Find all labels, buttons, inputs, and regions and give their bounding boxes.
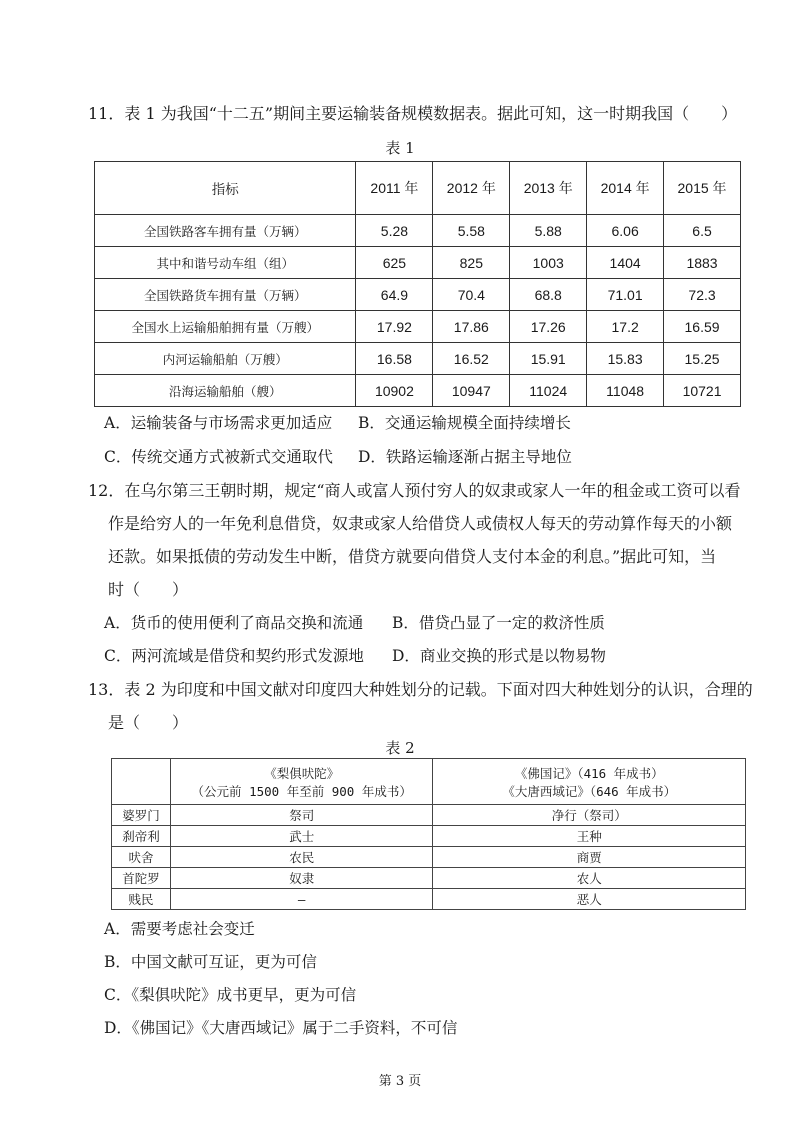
cell-value: 16.58 [356,343,433,375]
table1-header-year: 2013 年 [510,162,587,215]
table1 [94,161,741,407]
table-row [112,826,746,847]
caste-name: 贱民 [112,889,171,910]
table-row [95,247,741,279]
rigveda-entry: 祭司 [170,805,433,826]
row-label: 全国铁路客车拥有量（万辆） [95,215,356,247]
cell-value: 70.4 [433,279,510,311]
q13-option-d: D．《佛国记》《大唐西域记》属于二手资料，不可信 [104,1019,458,1037]
table1-header-indicator: 指标 [95,162,356,215]
q13-option-b: B．中国文献可互证，更为可信 [104,953,317,971]
table-row [95,311,741,343]
cell-value: 1003 [510,247,587,279]
q12-stem-line4: 时（ ） [108,580,189,599]
row-label: 沿海运输船舶（艘） [95,375,356,407]
cell-value: 15.83 [587,343,664,375]
table2-header-rigveda [170,759,433,805]
table2-header-row [112,759,746,805]
caste-name: 刹帝利 [112,826,171,847]
q13-stem-line2: 是（ ） [108,713,189,732]
chinese-entry: 恶人 [433,889,746,910]
table2-caption: 表 2 [385,739,415,757]
q11-option-c: C．传统交通方式被新式交通取代 [104,448,333,466]
table1-header-year: 2015 年 [664,162,741,215]
rigveda-entry: 农民 [170,847,433,868]
cell-value: 10902 [356,375,433,407]
cell-value: 11048 [587,375,664,407]
table-row [112,805,746,826]
q13-stem-line1: 13．表 2 为印度和中国文献对印度四大种姓划分的记载。下面对四大种姓划分的认识，合理的 [88,680,753,699]
cell-value: 15.91 [510,343,587,375]
q12-option-c: C．两河流域是借贷和契约形式发源地 [104,647,364,665]
table-row [112,847,746,868]
q12-stem-line2: 作是给穷人的一年免利息借贷，奴隶或家人给借贷人或债权人每天的劳动算作每天的小额 [108,514,733,533]
cell-value: 15.25 [664,343,741,375]
table-row [112,889,746,910]
cell-value: 16.59 [664,311,741,343]
cell-value: 10721 [664,375,741,407]
table-row [112,868,746,889]
table-row [95,375,741,407]
cell-value: 17.86 [433,311,510,343]
cell-value: 5.58 [433,215,510,247]
q12-option-d: D．商业交换的形式是以物易物 [392,647,606,665]
cell-value: 825 [433,247,510,279]
cell-value: 625 [356,247,433,279]
cell-value: 6.06 [587,215,664,247]
cell-value: 17.2 [587,311,664,343]
rigveda-entry: 奴隶 [170,868,433,889]
chinese-entry: 商贾 [433,847,746,868]
table2-header-empty [112,759,171,805]
caste-name: 首陀罗 [112,868,171,889]
q12-stem-line1: 12．在乌尔第三王朝时期，规定“商人或富人预付穷人的奴隶或家人一年的租金或工资可以看 [88,481,741,500]
cell-value: 72.3 [664,279,741,311]
row-label: 全国铁路货车拥有量（万辆） [95,279,356,311]
cell-value: 16.52 [433,343,510,375]
cell-value: 68.8 [510,279,587,311]
table1-header-row [95,162,741,215]
table-row [95,279,741,311]
foguoji-title: 《佛国记》（416 年成书） [514,765,664,781]
table1-header-year: 2011 年 [356,162,433,215]
q12-option-b: B．借贷凸显了一定的救济性质 [392,614,605,632]
table1-header-year: 2012 年 [433,162,510,215]
q11-option-d: D．铁路运输逐渐占据主导地位 [358,448,572,466]
caste-name: 吠舍 [112,847,171,868]
cell-value: 1404 [587,247,664,279]
caste-name: 婆罗门 [112,805,171,826]
cell-value: 5.28 [356,215,433,247]
row-label: 全国水上运输船舶拥有量（万艘） [95,311,356,343]
cell-value: 71.01 [587,279,664,311]
q12-stem-line3: 还款。如果抵债的劳动发生中断，借贷方就要向借贷人支付本金的利息。”据此可知，当 [108,547,717,566]
q11-stem: 11．表 1 为我国“十二五”期间主要运输装备规模数据表。据此可知，这一时期我国（ ） [88,104,738,123]
cell-value: 6.5 [664,215,741,247]
chinese-entry: 王种 [433,826,746,847]
rigveda-subtitle: （公元前 1500 年至前 900 年成书） [191,783,412,799]
q13-option-a: A．需要考虑社会变迁 [104,920,255,938]
cell-value: 5.88 [510,215,587,247]
table-row [95,215,741,247]
cell-value: 1883 [664,247,741,279]
table1-header-year: 2014 年 [587,162,664,215]
q11-option-b: B．交通运输规模全面持续增长 [358,414,571,432]
row-label: 内河运输船舶（万艘） [95,343,356,375]
row-label: 其中和谐号动车组（组） [95,247,356,279]
chinese-entry: 农人 [433,868,746,889]
rigveda-title: 《梨俱吠陀》 [264,765,340,781]
rigveda-entry: 武士 [170,826,433,847]
q12-option-a: A．货币的使用便利了商品交换和流通 [104,614,364,632]
chinese-entry: 净行（祭司） [433,805,746,826]
cell-value: 17.26 [510,311,587,343]
table2 [111,758,746,910]
table-row [95,343,741,375]
datangxiyuji-title: 《大唐西域记》（646 年成书） [502,783,677,799]
table1-caption: 表 1 [385,139,415,157]
q11-option-a: A．运输装备与市场需求更加适应 [104,414,333,432]
cell-value: 64.9 [356,279,433,311]
cell-value: 11024 [510,375,587,407]
table2-header-chinese-texts [433,759,746,805]
cell-value: 17.92 [356,311,433,343]
cell-value: 10947 [433,375,510,407]
rigveda-entry: — [170,889,433,910]
page-number: 第 3 页 [378,1074,422,1089]
q13-option-c: C．《梨俱吠陀》成书更早，更为可信 [104,986,357,1004]
